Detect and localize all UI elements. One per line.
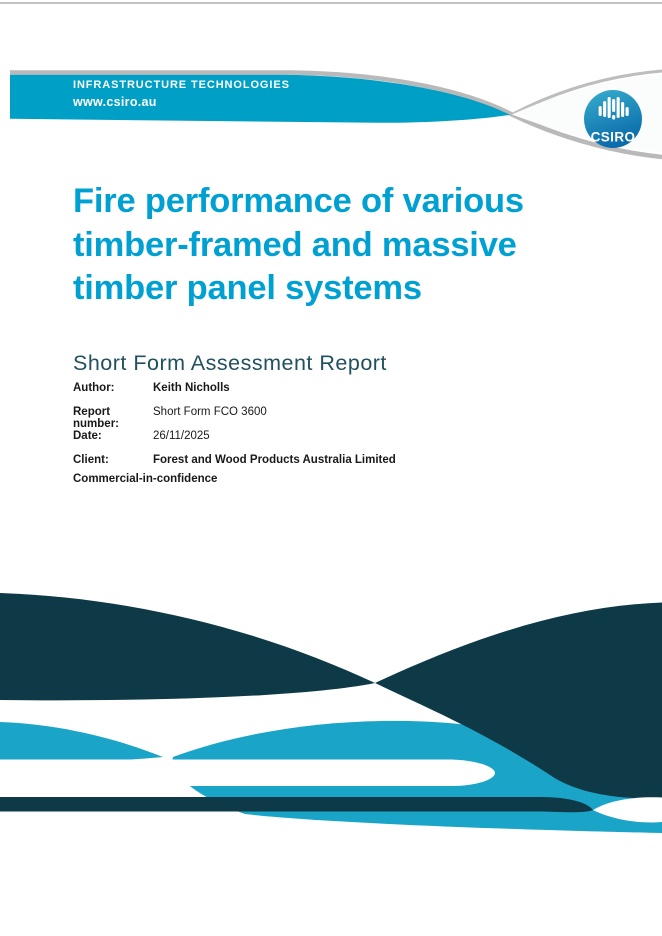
wave-cyan-left-leaf xyxy=(0,722,163,761)
meta-value-report-number: Short Form FCO 3600 xyxy=(153,406,267,418)
meta-value-client: Forest and Wood Products Australia Limited xyxy=(153,454,396,466)
page-title xyxy=(73,180,593,311)
meta-label-author: Author: xyxy=(73,382,115,394)
wave-dark-left xyxy=(0,593,375,700)
wave-dark-bar xyxy=(0,797,593,812)
page-title-line-2: timber-framed and massive xyxy=(73,225,517,264)
header-website-label: www.csiro.au xyxy=(73,95,157,109)
meta-row-author xyxy=(73,382,513,406)
footer-wave-artwork xyxy=(0,586,662,846)
csiro-logo-text: CSIRO xyxy=(590,129,636,145)
page-title-line-3: timber panel systems xyxy=(73,269,422,307)
page-title-line-1: Fire performance of various xyxy=(73,182,524,220)
meta-value-date: 26/11/2025 xyxy=(153,430,210,442)
wave-white-lens-left xyxy=(0,760,495,787)
csiro-logo xyxy=(584,90,642,148)
header-division-label: INFRASTRUCTURE TECHNOLOGIES xyxy=(73,79,290,91)
meta-row-report-number xyxy=(73,406,513,430)
meta-value-author: Keith Nicholls xyxy=(153,382,230,394)
report-subtitle: Short Form Assessment Report xyxy=(73,351,387,375)
meta-label-client: Client: xyxy=(73,454,109,466)
confidentiality-notice: Commercial-in-confidence xyxy=(73,473,218,485)
meta-label-report-number: Report number: xyxy=(73,406,119,430)
meta-label-date: Date: xyxy=(73,430,102,442)
report-metadata xyxy=(73,382,513,478)
meta-row-date xyxy=(73,430,513,454)
